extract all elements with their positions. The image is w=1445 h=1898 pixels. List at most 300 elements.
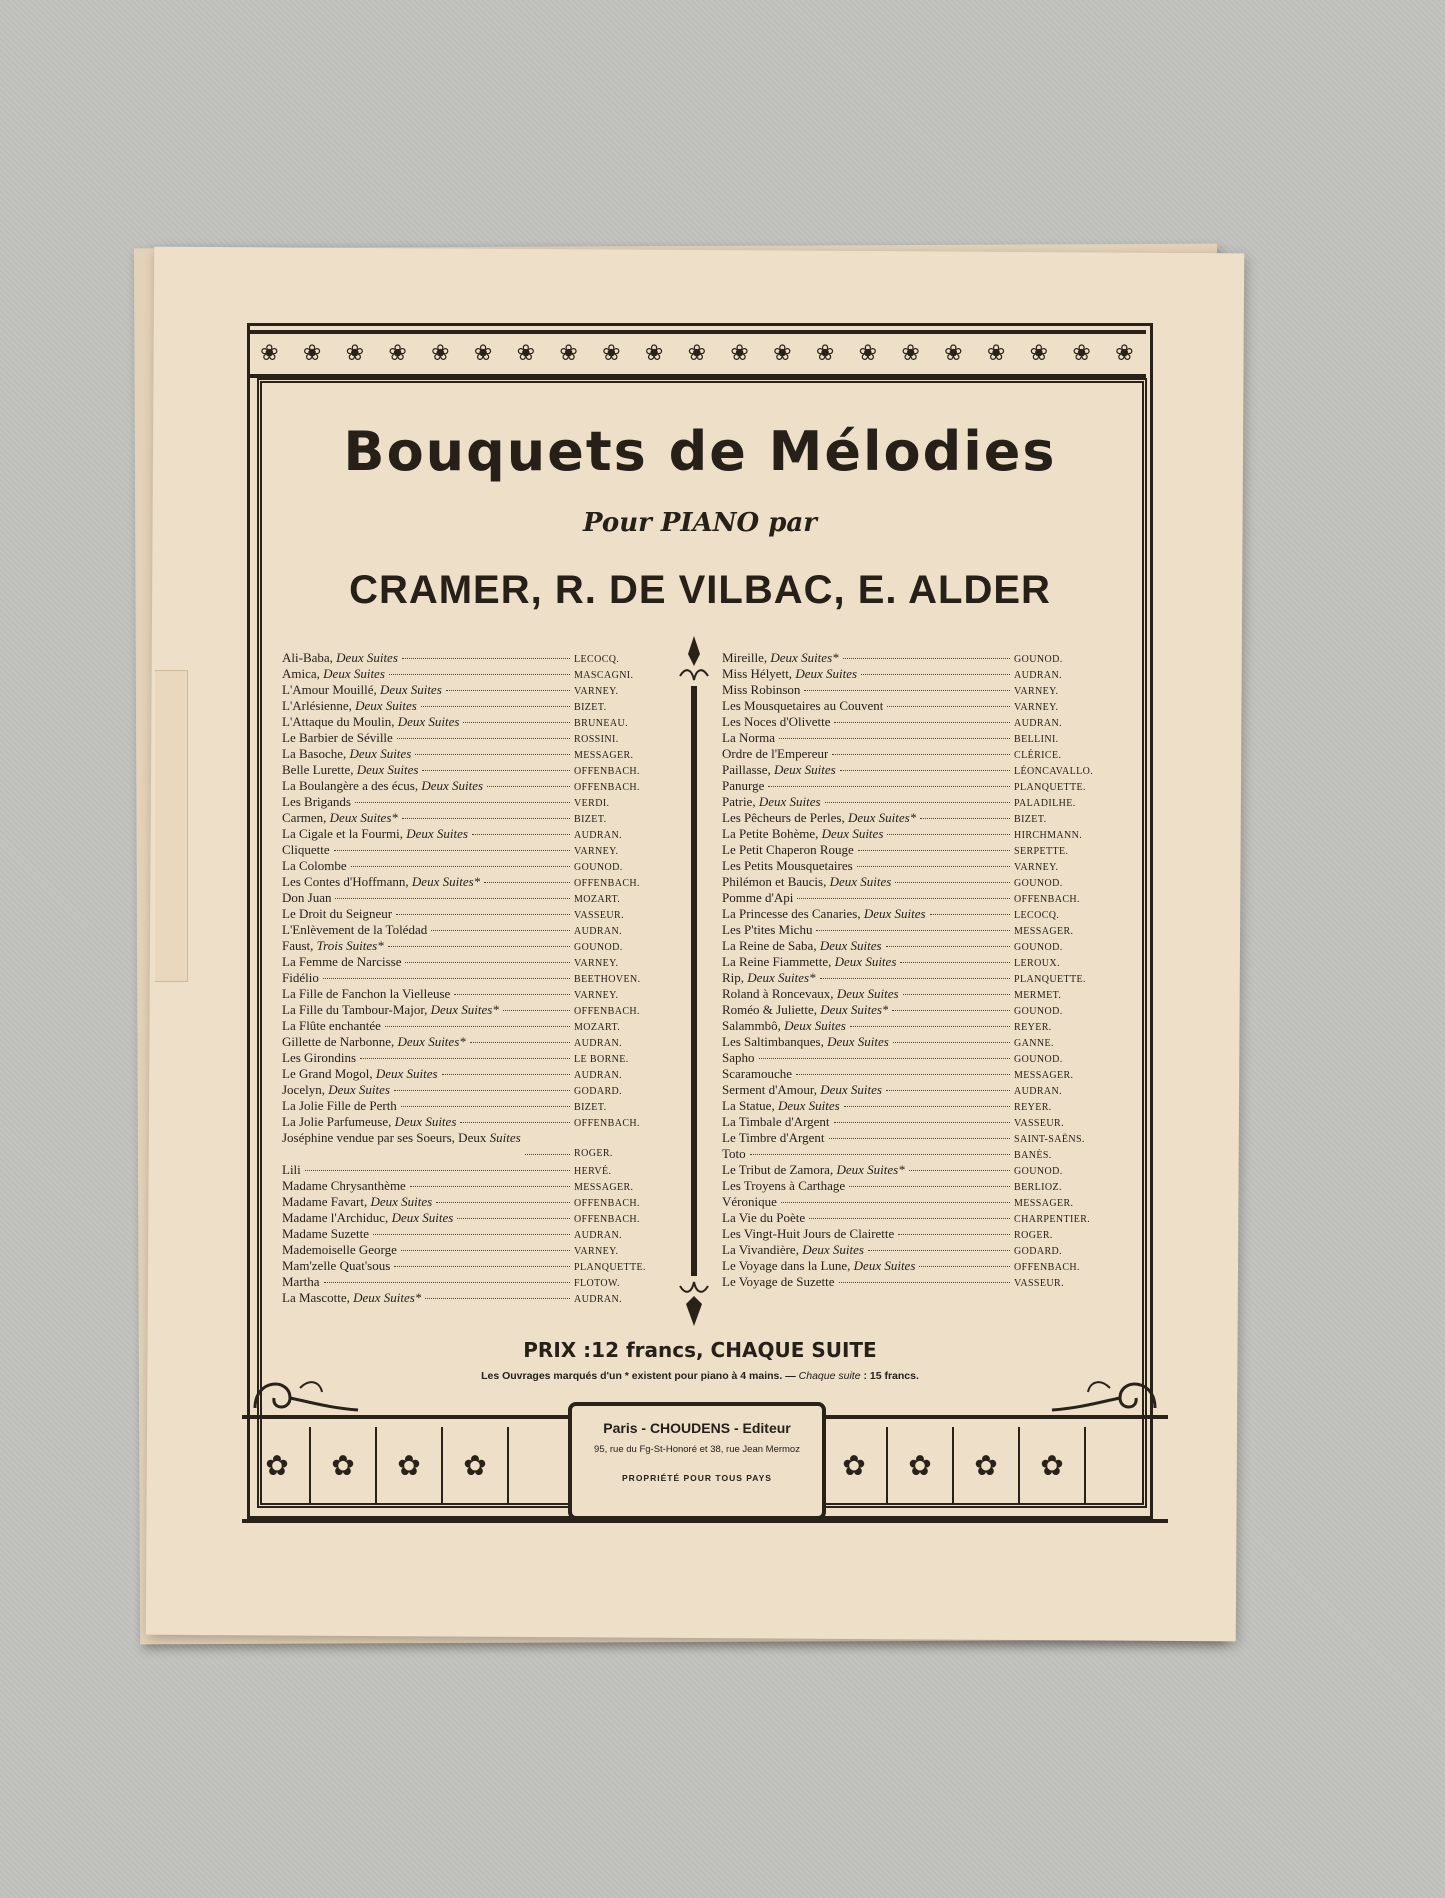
entry-suites: Deux Suites <box>397 714 460 729</box>
catalog-entry <box>282 1130 670 1162</box>
leader-dots <box>334 850 570 851</box>
entry-composer: GOUNOD. <box>574 862 623 873</box>
entry-title-text: Les Troyens à Carthage <box>722 1178 846 1193</box>
scroll-ornament-left <box>250 1368 360 1418</box>
entry-title <box>282 874 480 890</box>
entry-title-text: Salammbô, <box>722 1018 785 1033</box>
catalog-entry <box>722 794 1110 810</box>
entry-composer: OFFENBACH. <box>574 1006 640 1017</box>
catalog-entry <box>722 1146 1110 1162</box>
catalog-entry <box>722 826 1110 842</box>
entry-suites: Deux Suites <box>821 826 884 841</box>
entry-title <box>282 1274 320 1290</box>
entry-composer: AUDRAN. <box>574 1230 623 1241</box>
entry-title-text: Les Girondins <box>282 1050 357 1065</box>
entry-suites: Deux Suites <box>777 1098 840 1113</box>
catalog-entry <box>722 1018 1110 1034</box>
catalog-entry <box>282 874 670 890</box>
entry-title <box>282 666 385 682</box>
rosette-icon: ❀ <box>815 341 835 366</box>
entry-suites: Deux Suites* <box>747 970 816 985</box>
entry-title-text: Les Petits Mousquetaires <box>722 858 853 873</box>
leader-dots <box>460 1122 570 1123</box>
rosette-icon: ❀ <box>473 341 493 366</box>
catalog-entry <box>722 970 1110 986</box>
flower-icon: ✿ <box>822 1427 888 1503</box>
catalog-entry <box>722 986 1110 1002</box>
leader-dots <box>355 802 570 803</box>
entry-title-text: Philémon et Baucis, <box>722 874 830 889</box>
entry-suites: Deux Suites <box>758 794 821 809</box>
catalog-entry <box>282 714 670 730</box>
entry-suites: Deux Suites <box>827 1034 889 1049</box>
leader-dots <box>463 722 570 723</box>
entry-title-text: Martha <box>282 1274 320 1289</box>
entry-title-text: Joséphine vendue par ses Soeurs, Deux <box>282 1130 490 1145</box>
entry-title-text: Le Voyage de Suzette <box>722 1274 835 1289</box>
entry-title <box>722 1114 830 1130</box>
publisher-name: Paris - CHOUDENS - Editeur <box>603 1420 791 1436</box>
entry-composer: AUDRAN. <box>574 830 623 841</box>
entry-title-text: Serment d'Amour, <box>722 1082 821 1097</box>
price-line: PRIX :12 francs, CHAQUE SUITE <box>523 1338 877 1362</box>
entry-title-text: Scaramouche <box>722 1066 793 1081</box>
entry-title-text: Madame Favart, <box>282 1194 371 1209</box>
entry-composer: BIZET. <box>1014 814 1047 825</box>
catalog-entry <box>722 906 1110 922</box>
leader-dots <box>394 1090 570 1091</box>
entry-suites: Deux Suites <box>370 1194 433 1209</box>
entry-composer: GOUNOD. <box>1014 654 1063 665</box>
leader-dots <box>919 1266 1010 1267</box>
catalog-entry <box>722 698 1110 714</box>
leader-dots <box>394 1266 570 1267</box>
entry-composer: BELLINI. <box>1014 734 1059 745</box>
entry-title-text: Belle Lurette, <box>282 762 357 777</box>
entry-composer: LÉONCAVALLO. <box>1014 766 1094 777</box>
catalog-entry <box>282 922 670 938</box>
flower-icon: ✿ <box>1020 1427 1086 1503</box>
entry-suites: Deux Suites <box>421 778 484 793</box>
entry-title-text: La Petite Bohème, <box>722 826 822 841</box>
entry-suites: Deux Suites <box>834 954 897 969</box>
entry-suites: Deux Suites* <box>820 1002 889 1017</box>
catalog-entry <box>722 890 1110 906</box>
catalog-entry <box>722 1162 1110 1178</box>
entry-title <box>282 1066 438 1082</box>
entry-composer: OFFENBACH. <box>574 766 640 777</box>
entry-title <box>722 1066 792 1082</box>
entry-composer: VARNEY. <box>1014 862 1059 873</box>
leader-dots <box>900 962 1010 963</box>
entry-composer: OFFENBACH. <box>1014 894 1080 905</box>
flower-row-left <box>245 1427 509 1503</box>
catalog-entry <box>282 986 670 1002</box>
entry-title-text: Cliquette <box>282 842 330 857</box>
entry-title-text: La Colombe <box>282 858 347 873</box>
entry-title <box>722 666 857 682</box>
entry-title <box>722 1162 905 1178</box>
catalog-entry <box>282 650 670 666</box>
rosette-icon: ❀ <box>858 341 878 366</box>
entry-title-text: Les Noces d'Olivette <box>722 714 831 729</box>
entry-title-text: Patrie, <box>722 794 759 809</box>
entry-composer: VERDI. <box>574 798 610 809</box>
catalog-entry <box>722 954 1110 970</box>
leader-dots <box>832 754 1010 755</box>
entry-title-text: Sapho <box>722 1050 755 1065</box>
entry-title <box>282 954 401 970</box>
rosette-icon: ❀ <box>431 341 450 366</box>
entry-title <box>282 1098 397 1114</box>
leader-dots <box>843 658 1010 659</box>
catalog-entry <box>282 1162 670 1178</box>
entry-composer: BIZET. <box>574 814 607 825</box>
catalog-entry <box>722 714 1110 730</box>
entry-title <box>282 714 459 730</box>
entry-suites: Deux Suites <box>323 666 385 681</box>
entry-composer: GANNE. <box>1014 1038 1054 1049</box>
entry-composer: AUDRAN. <box>1014 718 1063 729</box>
leader-dots <box>373 1234 570 1235</box>
rosette-icon: ❀ <box>944 341 963 366</box>
leader-dots <box>886 946 1010 947</box>
leader-dots <box>892 1010 1010 1011</box>
entry-title-text: Faust, <box>282 938 317 953</box>
top-ornament-band <box>248 330 1146 378</box>
flower-icon: ✿ <box>888 1427 954 1503</box>
rosette-icon: ❀ <box>345 341 365 366</box>
note-main: Les Ouvrages marqués d'un * existent pour piano à 4 mains. — <box>481 1370 799 1382</box>
leader-dots <box>857 866 1010 867</box>
entry-suites: Deux Suites <box>836 986 899 1001</box>
entry-composer: VARNEY. <box>574 686 619 697</box>
entry-suites: Deux Suites <box>784 1018 846 1033</box>
entry-title <box>722 1178 845 1194</box>
entry-title <box>722 970 816 986</box>
entry-composer: ROSSINI. <box>574 734 619 745</box>
entry-composer: PLANQUETTE. <box>1014 782 1086 793</box>
entry-suites: Deux Suites <box>355 698 417 713</box>
entry-composer: MESSAGER. <box>574 750 634 761</box>
catalog-entry <box>722 874 1110 890</box>
entry-title <box>282 682 442 698</box>
leader-dots <box>759 1058 1011 1059</box>
entry-title-text: Mam'zelle Quat'sous <box>282 1258 391 1273</box>
entry-suites: Deux Suites* <box>329 810 398 825</box>
entry-title-text: La Statue, <box>722 1098 778 1113</box>
rosette-icon: ❀ <box>602 341 621 366</box>
entry-title <box>282 1130 521 1146</box>
entry-title-text: La Fille du Tambour-Major, <box>282 1002 431 1017</box>
entry-suites: Trois Suites* <box>316 938 384 953</box>
catalog-entry <box>722 1194 1110 1210</box>
leader-dots <box>868 1250 1010 1251</box>
entry-title-text: La Mascotte, <box>282 1290 354 1305</box>
entry-suites: Deux Suites <box>829 874 892 889</box>
entry-title-text: Les Saltimbanques, <box>722 1034 828 1049</box>
entry-title-text: Mademoiselle George <box>282 1242 397 1257</box>
entry-title-text: Pomme d'Api <box>722 890 794 905</box>
leader-dots <box>305 1170 570 1171</box>
catalog-entry <box>282 698 670 714</box>
entry-suites: Deux Suites <box>863 906 926 921</box>
rosette-icon: ❀ <box>730 341 749 366</box>
entry-suites: Deux Suites <box>380 682 442 697</box>
catalog-entry <box>722 938 1110 954</box>
catalog-entry <box>722 1242 1110 1258</box>
entry-title <box>722 650 839 666</box>
entry-composer: MASCAGNI. <box>574 670 634 681</box>
catalog-entry <box>282 1082 670 1098</box>
entry-composer: MERMET. <box>1014 990 1062 1001</box>
catalog-entry <box>722 1066 1110 1082</box>
entry-title-text: La Reine de Saba, <box>722 938 820 953</box>
rosette-icon: ❀ <box>644 341 664 366</box>
catalog-entry <box>722 730 1110 746</box>
entry-title <box>722 922 812 938</box>
entry-title-text: Madame Chrysanthème <box>282 1178 406 1193</box>
leader-dots <box>401 1106 570 1107</box>
entry-title <box>722 938 882 954</box>
entry-title-text: Les Brigands <box>282 794 351 809</box>
catalog-entry <box>282 1066 670 1082</box>
leader-dots <box>893 1042 1010 1043</box>
catalog-entry <box>722 1210 1110 1226</box>
entry-composer: PALADILHE. <box>1014 798 1076 809</box>
leader-dots <box>442 1074 570 1075</box>
leader-dots <box>887 706 1010 707</box>
entry-composer: VARNEY. <box>574 990 619 1001</box>
entry-title <box>722 842 854 858</box>
entry-title-text: La Boulangère a des écus, <box>282 778 422 793</box>
leader-dots <box>503 1010 570 1011</box>
entry-composer: AUDRAN. <box>574 1070 623 1081</box>
leader-dots <box>470 1042 570 1043</box>
catalog-entry <box>722 1002 1110 1018</box>
entry-title <box>722 714 830 730</box>
entry-suites: Deux Suites <box>795 666 858 681</box>
catalog-entry <box>722 1050 1110 1066</box>
catalog-entry <box>722 922 1110 938</box>
leader-dots <box>454 994 570 995</box>
entry-title-text: Madame Suzette <box>282 1226 369 1241</box>
entry-composer: GOUNOD. <box>574 942 623 953</box>
entry-composer: GOUNOD. <box>1014 1054 1063 1065</box>
entry-composer: OFFENBACH. <box>574 878 640 889</box>
entry-suites: Deux Suites <box>819 938 882 953</box>
entry-composer: AUDRAN. <box>574 1038 623 1049</box>
leader-dots <box>436 1202 570 1203</box>
catalog-entry <box>282 1274 670 1290</box>
entry-title <box>722 682 800 698</box>
entry-suites: Deux Suites <box>406 826 468 841</box>
entry-composer: OFFENBACH. <box>574 1118 640 1129</box>
entry-composer: HIRCHMANN. <box>1014 830 1083 841</box>
page-title: Bouquets de Mélodies <box>343 420 1057 483</box>
entry-composer: AUDRAN. <box>1014 670 1063 681</box>
entry-composer: BANÈS. <box>1014 1150 1052 1161</box>
entry-composer: AUDRAN. <box>1014 1086 1063 1097</box>
entry-composer: BRUNEAU. <box>574 718 629 729</box>
entry-composer: CLÉRICE. <box>1014 750 1062 761</box>
entry-composer: CHARPENTIER. <box>1014 1214 1091 1225</box>
entry-title-text: Le Barbier de Séville <box>282 730 393 745</box>
leader-dots <box>903 994 1010 995</box>
entry-suites: Deux Suites <box>820 1082 882 1097</box>
entry-title <box>722 1274 835 1290</box>
page-subtitle: Pour PIANO par <box>583 508 817 538</box>
leader-dots <box>425 1298 570 1299</box>
entry-title-text: Rip, <box>722 970 748 985</box>
entry-title-text: L'Amour Mouillé, <box>282 682 381 697</box>
entry-composer: VARNEY. <box>574 846 619 857</box>
publisher-box <box>568 1402 826 1520</box>
entry-composer: PLANQUETTE. <box>1014 974 1086 985</box>
entry-composer: OFFENBACH. <box>1014 1262 1080 1273</box>
leader-dots <box>472 834 570 835</box>
entry-title <box>722 1034 889 1050</box>
entry-composer: MESSAGER. <box>1014 1198 1074 1209</box>
entry-title-text: Amica, <box>282 666 324 681</box>
catalog-entry <box>282 1098 670 1114</box>
catalog-entry <box>282 730 670 746</box>
leader-dots <box>323 978 570 979</box>
entry-title-text: Madame l'Archiduc, <box>282 1210 392 1225</box>
leader-dots <box>829 1138 1011 1139</box>
rosette-icon: ❀ <box>1029 341 1049 366</box>
entry-title-text: Véronique <box>722 1194 777 1209</box>
entry-title-text: Mireille, <box>722 650 771 665</box>
leader-dots <box>397 738 570 739</box>
entry-title-text: La Norma <box>722 730 776 745</box>
entry-title <box>282 1002 499 1018</box>
entry-composer: GOUNOD. <box>1014 878 1063 889</box>
entry-title-text: Fidélio <box>282 970 319 985</box>
catalog-entry <box>722 650 1110 666</box>
entry-title-text: Toto <box>722 1146 746 1161</box>
rosette-icon: ❀ <box>388 341 407 366</box>
entry-title <box>282 762 418 778</box>
entry-composer: MESSAGER. <box>574 1182 634 1193</box>
entry-title-text: Le Timbre d'Argent <box>722 1130 825 1145</box>
entry-composer: VASSEUR. <box>1014 1278 1064 1289</box>
publisher-rights: PROPRIÉTÉ POUR TOUS PAYS <box>622 1473 772 1483</box>
entry-title <box>282 1114 456 1130</box>
leader-dots <box>858 850 1010 851</box>
entry-title-text: La Jolie Parfumeuse, <box>282 1114 395 1129</box>
entry-title-text: La Princesse des Canaries, <box>722 906 864 921</box>
leader-dots <box>797 898 1010 899</box>
entry-composer: BIZET. <box>574 1102 607 1113</box>
leader-dots <box>360 1058 570 1059</box>
entry-title <box>282 922 427 938</box>
entry-composer: MESSAGER. <box>1014 1070 1074 1081</box>
entry-title <box>722 1130 825 1146</box>
entry-title-text: Ordre de l'Empereur <box>722 746 829 761</box>
leader-dots <box>484 882 570 883</box>
entry-title <box>722 826 883 842</box>
leader-dots <box>849 1186 1010 1187</box>
entry-composer: VARNEY. <box>1014 702 1059 713</box>
catalog-entry <box>282 794 670 810</box>
entry-title-text: Le Tribut de Zamora, <box>722 1162 837 1177</box>
entry-title-text: L'Enlèvement de la Tolédad <box>282 922 428 937</box>
entry-suites: Deux Suites* <box>411 874 481 889</box>
entry-title <box>282 938 384 954</box>
entry-title <box>282 810 398 826</box>
catalog-entry <box>722 1130 1110 1146</box>
scroll-ornament-right <box>1050 1368 1160 1418</box>
rosette-icon: ❀ <box>1115 341 1134 366</box>
entry-composer: SERPETTE. <box>1014 846 1069 857</box>
entry-title <box>722 1002 888 1018</box>
entry-title <box>282 1258 390 1274</box>
entry-title <box>282 778 483 794</box>
leader-dots <box>446 690 570 691</box>
entry-title <box>722 746 828 762</box>
entry-title <box>282 826 468 842</box>
leader-dots <box>405 962 570 963</box>
entry-title <box>282 794 351 810</box>
catalog-entry <box>282 666 670 682</box>
entry-title-text: Panurge <box>722 778 765 793</box>
entry-composer: GODARD. <box>574 1086 623 1097</box>
leader-dots <box>825 802 1010 803</box>
entry-composer: LECOCQ. <box>1014 910 1060 921</box>
entry-suites: Deux Suites* <box>770 650 839 665</box>
entry-title <box>722 810 916 826</box>
entry-composer: LEROUX. <box>1014 958 1060 969</box>
entry-suites: Deux Suites <box>802 1242 864 1257</box>
entry-title <box>722 858 853 874</box>
entry-suites: Deux Suites <box>774 762 836 777</box>
entry-title-text: Le Grand Mogol, <box>282 1066 376 1081</box>
flower-icon: ✿ <box>377 1427 443 1503</box>
rosette-icon: ❀ <box>559 341 578 366</box>
leader-dots <box>920 818 1010 819</box>
entry-suites: Deux Suites <box>391 1210 454 1225</box>
catalog-column-left <box>282 650 670 1306</box>
entry-title-text: Carmen, <box>282 810 330 825</box>
entry-composer: PLANQUETTE. <box>574 1262 646 1273</box>
entry-composer: OFFENBACH. <box>574 1198 640 1209</box>
leader-dots <box>834 722 1010 723</box>
publisher-address: 95, rue du Fg-St-Honoré et 38, rue Jean Mermoz <box>594 1444 800 1455</box>
catalog-entry <box>282 938 670 954</box>
entry-title-text: Miss Hélyett, <box>722 666 796 681</box>
catalog-entry <box>722 1098 1110 1114</box>
catalog-entry <box>282 906 670 922</box>
rosette-icon: ❀ <box>1072 341 1091 366</box>
leader-dots <box>895 882 1010 883</box>
entry-title <box>282 970 319 986</box>
entry-title-text: Les Mousquetaires au Couvent <box>722 698 884 713</box>
leader-dots <box>779 738 1010 739</box>
leader-dots <box>422 770 570 771</box>
rosette-icon: ❀ <box>302 341 322 366</box>
leader-dots <box>844 1106 1010 1107</box>
entry-composer: REYER. <box>1014 1102 1052 1113</box>
entry-title <box>722 1098 840 1114</box>
entry-composer: LE BORNE. <box>574 1054 629 1065</box>
leader-dots <box>839 1282 1010 1283</box>
entry-suites: Deux Suites* <box>430 1002 499 1017</box>
entry-composer: BIZET. <box>574 702 607 713</box>
catalog-entry <box>282 1290 670 1306</box>
catalog-entry <box>282 762 670 778</box>
entry-title-text: Le Petit Chaperon Rouge <box>722 842 854 857</box>
